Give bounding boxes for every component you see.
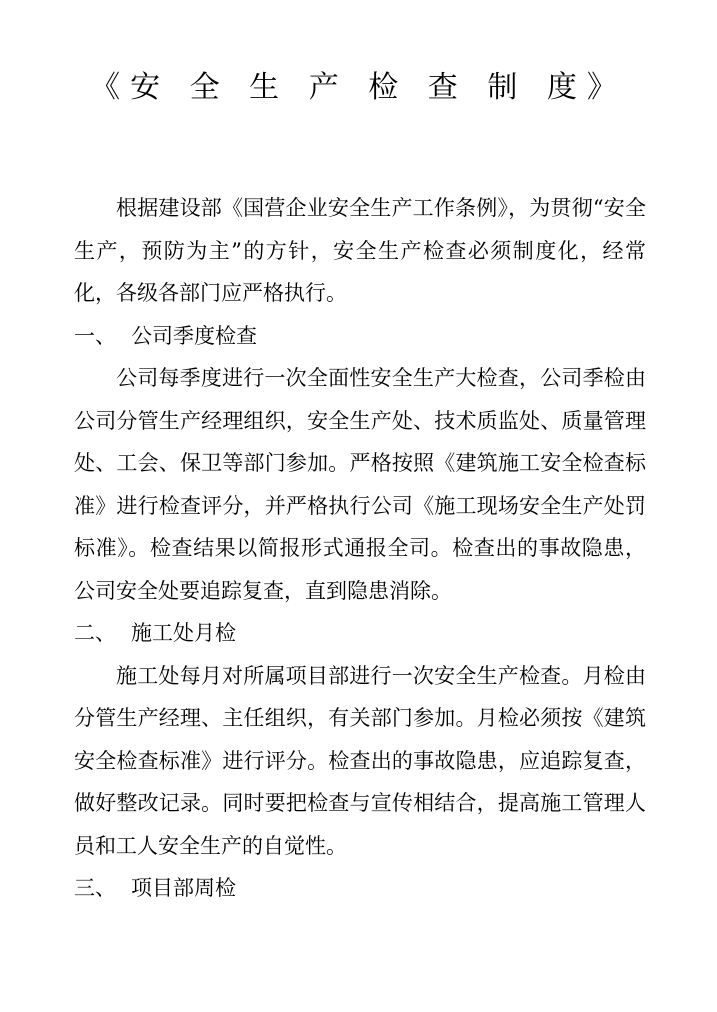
section-number-1: 一、 [74,323,116,348]
section-paragraph-1: 公司每季度进行一次全面性安全生产大检查，公司季检由公司分管生产经理组织，安全生产处、技术质监处、质量管理处、工会、保卫等部门参加。严格按照《建筑施工安全检查标准》进行检查评分，并严格执行公司《施工现场安全生产处罚标准》。检查结果以简报形式通报全司。检查出的事故隐患，公司安全处要追踪复查，直到隐患消除。 [74,366,646,603]
section-paragraph-2: 施工处每月对所属项目部进行一次安全生产检查。月检由分管生产经理、主任组织，有关部门参加。月检必须按《建筑安全检查标准》进行评分。检查出的事故隐患，应追踪复查，做好整改记录。同时要把检查与宣传相结合，提高施工管理人员和工人安全生产的自觉性。 [74,663,646,858]
document-title: 《安 全 生 产 检 查 制 度》 [90,70,627,105]
section-title-2: 施工处月检 [131,621,236,645]
intro-paragraph: 根据建设部《国营企业安全生产工作条例》，为贯彻“安全生产，预防为主”的方针，安全生产检查必须制度化，经常化，各级各部门应严格执行。 [74,196,646,305]
section-title-3: 项目部周检 [131,876,236,900]
section-heading-3 [74,867,646,910]
document-body [74,187,646,910]
section-heading-1 [74,315,646,358]
section-title-1: 公司季度检查 [131,323,257,348]
section-heading-2 [74,612,646,655]
section-number-2: 二、 [74,621,116,645]
section-number-3: 三、 [74,876,116,900]
